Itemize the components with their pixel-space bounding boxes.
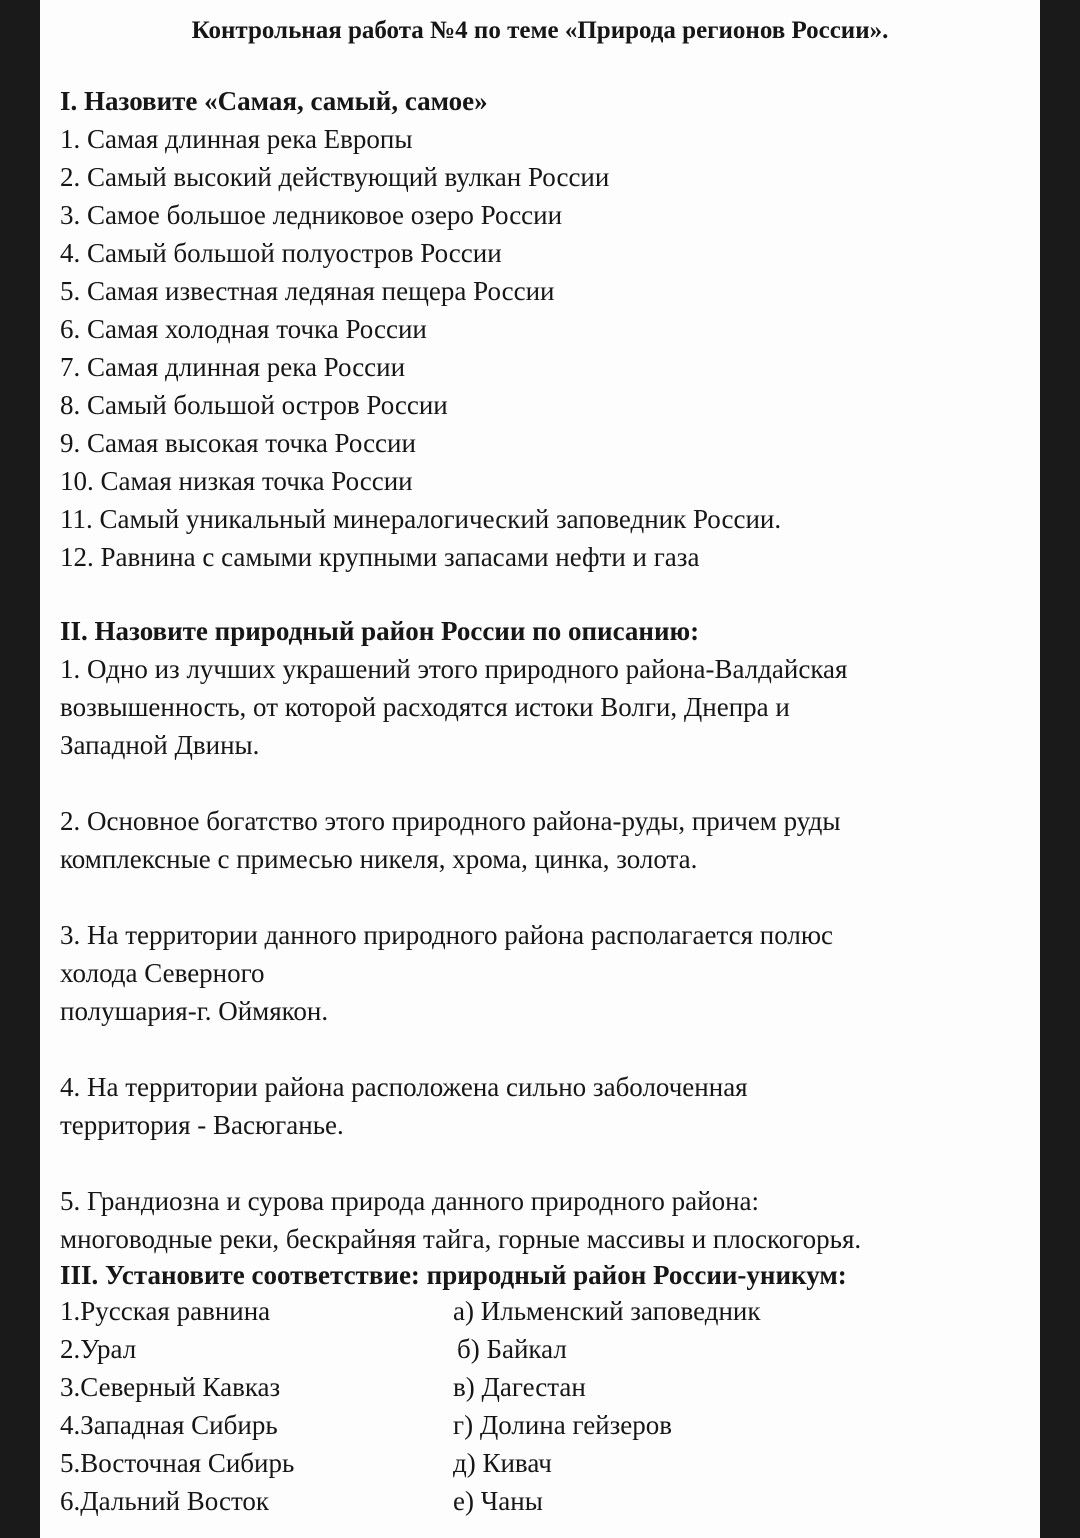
section2-item-4-line-1: 4. На территории района расположена сильно заболоченная: [60, 1072, 748, 1102]
region-item-4: 4.Западная Сибирь: [60, 1410, 278, 1440]
region-item-2: 2.Урал: [60, 1334, 137, 1364]
section1-item-8: 8. Самый большой остров России: [60, 390, 448, 420]
section2-item-1-line-2: возвышенность, от которой расходятся истоки Волги, Днепра и: [60, 692, 790, 722]
unique-item-e: д) Кивач: [453, 1448, 552, 1478]
section2-item-4-line-2: территория - Васюганье.: [60, 1110, 344, 1140]
unique-item-d: г) Долина гейзеров: [453, 1410, 673, 1440]
section1-item-4: 4. Самый большой полуостров России: [60, 238, 502, 268]
section1-heading: I. Назовите «Самая, самый, самое»: [60, 86, 488, 116]
section1-item-5: 5. Самая известная ледяная пещера России: [60, 276, 555, 306]
section2-item-1-line-1: 1. Одно из лучших украшений этого природного района-Валдайская: [60, 654, 848, 684]
section2-item-3-line-3: полушария-г. Оймякон.: [60, 996, 329, 1026]
section1-item-3: 3. Самое большое ледниковое озеро России: [60, 200, 563, 230]
section1-item-10: 10. Самая низкая точка России: [60, 466, 413, 496]
section2-item-2-line-1: 2. Основное богатство этого природного района-руды, причем руды: [60, 806, 841, 836]
document-page: [40, 0, 1040, 1538]
section1-item-6: 6. Самая холодная точка России: [60, 314, 427, 344]
section2-item-5-line-2: многоводные реки, бескрайняя тайга, горные массивы и плоскогорья.: [60, 1224, 862, 1254]
section1-item-1: 1. Самая длинная река Европы: [60, 124, 413, 154]
section2-item-3-line-2: холода Северного: [60, 958, 265, 988]
section1-item-9: 9. Самая высокая точка России: [60, 428, 416, 458]
unique-item-c: в) Дагестан: [453, 1372, 586, 1402]
section2-item-3-line-1: 3. На территории данного природного района располагается полюс: [60, 920, 833, 950]
unique-item-a: а) Ильменский заповедник: [453, 1296, 761, 1326]
section1-item-2: 2. Самый высокий действующий вулкан России: [60, 162, 610, 192]
section1-item-11: 11. Самый уникальный минералогический заповедник России.: [60, 504, 782, 534]
unique-item-b: б) Байкал: [457, 1334, 567, 1364]
section2-heading: II. Назовите природный район России по описанию:: [60, 616, 700, 646]
section3-heading: III. Установите соответствие: природный район России-уникум:: [60, 1260, 847, 1290]
region-item-3: 3.Северный Кавказ: [60, 1372, 281, 1402]
unique-item-f: е) Чаны: [453, 1486, 543, 1516]
document-title: Контрольная работа №4 по теме «Природа регионов России».: [191, 17, 889, 44]
section2-item-2-line-2: комплексные с примесью никеля, хрома, цинка, золота.: [60, 844, 698, 874]
section2-item-1-line-3: Западной Двины.: [60, 730, 260, 760]
section2-item-5-line-1: 5. Грандиозна и сурова природа данного природного района:: [60, 1186, 760, 1216]
region-item-1: 1.Русская равнина: [60, 1296, 271, 1326]
section1-item-7: 7. Самая длинная река России: [60, 352, 406, 382]
section1-item-12: 12. Равнина с самыми крупными запасами нефти и газа: [60, 542, 700, 572]
region-item-6: 6.Дальний Восток: [60, 1486, 269, 1516]
region-item-5: 5.Восточная Сибирь: [60, 1448, 295, 1478]
